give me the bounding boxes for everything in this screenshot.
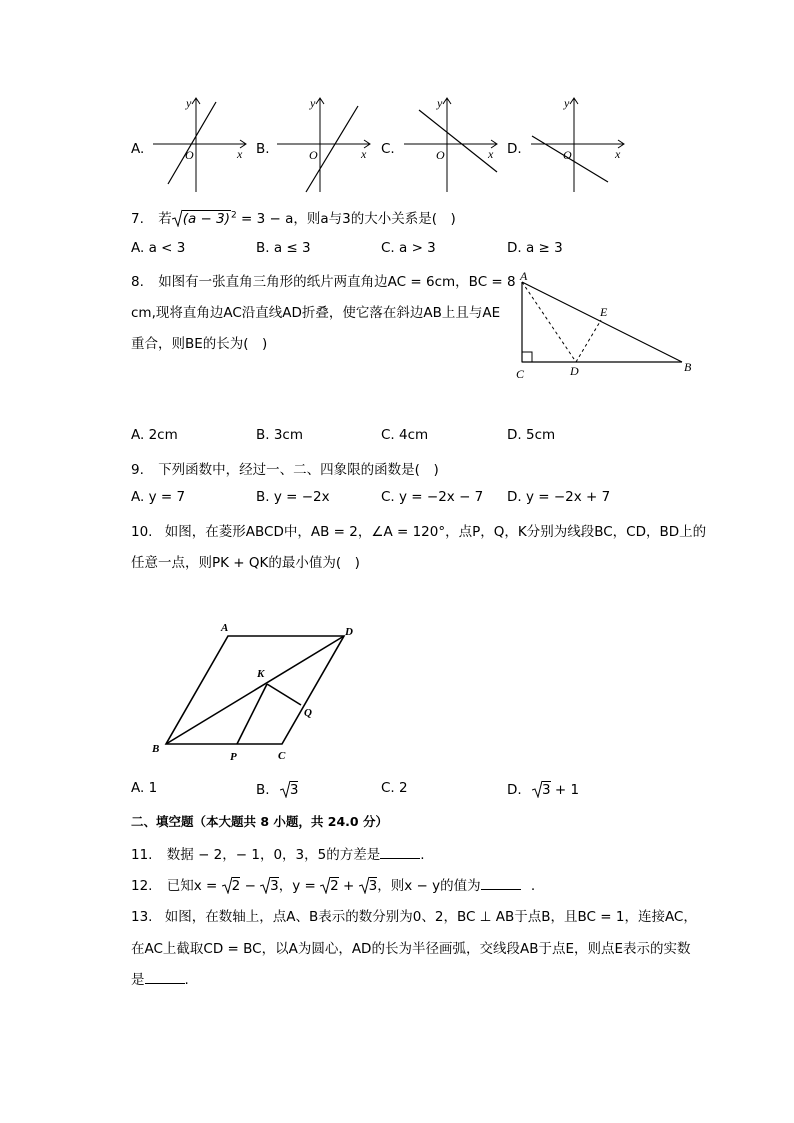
origin-label: O (185, 148, 194, 162)
q8-text-2: cm,现将直角边AC沿直线AD折叠，使它落在斜边AB上且与AE (131, 305, 501, 321)
q10-option-c[interactable]: C. 2 (381, 780, 408, 796)
x-axis-label: x (237, 147, 243, 161)
q9-stem (131, 458, 439, 478)
sqrt-sign-icon (172, 209, 182, 227)
q10-option-d-prefix: D. (507, 782, 522, 798)
label-B: B (152, 743, 160, 755)
q6-line-a (168, 102, 216, 184)
q7-number: 7. (131, 211, 144, 227)
q10-option-d-suffix: + 1 (554, 782, 580, 798)
label-E: E (600, 305, 608, 319)
q13-line3-end: . (184, 972, 189, 988)
q13-line3-pre: 是 (131, 972, 145, 988)
q12-radicand-4: 3 (368, 878, 378, 894)
origin-label: O (563, 148, 572, 162)
answer-blank[interactable] (481, 877, 521, 890)
q8-option-d[interactable]: D. 5cm (507, 427, 556, 443)
q12-stem (131, 874, 535, 894)
q12-radicand-1: 2 (231, 878, 241, 894)
q7-exponent: 2 (230, 210, 237, 221)
q6-graph-d (526, 92, 631, 197)
section-title: 二、填空题（本大题共 8 小题，共 24.0 分） (131, 814, 388, 829)
q10-option-d-radicand: 3 (541, 782, 551, 798)
q10-option-a[interactable]: A. 1 (131, 780, 158, 796)
x-axis-label: x (615, 147, 621, 161)
q10-option-b-radicand: 3 (289, 782, 299, 798)
q13-line1 (131, 905, 697, 925)
q12-pre: 已知x = (166, 878, 218, 894)
q6-graph-b (272, 92, 377, 197)
q10-option-b[interactable] (256, 780, 298, 798)
answer-blank[interactable] (380, 846, 420, 859)
y-axis-label: y (310, 96, 316, 110)
q9-option-c[interactable]: C. y = −2x − 7 (381, 489, 484, 505)
origin-label: O (309, 148, 318, 162)
sqrt-sign-icon (222, 876, 232, 894)
label-C: C (278, 750, 286, 762)
y-axis-label: y (186, 96, 192, 110)
q11-number: 11. (131, 847, 153, 863)
label-K: K (257, 668, 265, 680)
sqrt-sign-icon (320, 876, 330, 894)
y-axis-label: y (564, 96, 570, 110)
q8-text-1: 如图有一张直角三角形的纸片两直角边AC = 6cm，BC = 8 (158, 274, 516, 290)
q12-number: 12. (131, 878, 153, 894)
label-P: P (230, 751, 237, 763)
q8-option-a[interactable]: A. 2cm (131, 427, 178, 443)
q7-mid: = 3 − a，则a与3的大小关系是( ) (241, 211, 456, 227)
q12-end: . (530, 878, 536, 894)
q12-radicand-2: 3 (270, 878, 279, 894)
q9-number: 9. (131, 462, 144, 478)
q7-stem (131, 207, 456, 227)
q11-tail: . (420, 847, 425, 863)
answer-blank[interactable] (145, 971, 185, 984)
q8-option-b[interactable]: B. 3cm (256, 427, 304, 443)
q11-stem (131, 843, 425, 863)
q10-line1 (131, 520, 706, 540)
q13-number: 13. (131, 909, 153, 925)
q7-sqrt (172, 209, 237, 227)
q6-graph-c (399, 92, 504, 197)
q13-text-1: 如图，在数轴上，点A、B表示的数分别为0、2，BC ⊥ AB于点B，且BC = 1，连接AC， (164, 909, 697, 925)
label-B: B (684, 360, 692, 374)
q8-line1 (131, 270, 516, 290)
q6-line-c (419, 110, 497, 172)
q6-option-d-letter[interactable]: D. (507, 141, 522, 157)
q12-radicand-3: 2 (330, 878, 339, 894)
origin-label: O (436, 148, 445, 162)
x-axis-label: x (488, 147, 494, 161)
label-A: A (221, 622, 229, 634)
q10-option-d[interactable] (507, 780, 579, 798)
q8-number: 8. (131, 274, 144, 290)
q7-option-a[interactable]: A. a < 3 (131, 240, 186, 256)
q9-option-a[interactable]: A. y = 7 (131, 489, 186, 505)
q10-text-1: 如图，在菱形ABCD中，AB = 2，∠A = 120°，点P，Q，K分别为线段BC，CD，BD上的 (164, 524, 707, 540)
q6-option-c-letter[interactable]: C. (381, 141, 395, 157)
label-Q: Q (304, 707, 312, 719)
q9-text: 下列函数中，经过一、二、四象限的函数是( ) (158, 462, 439, 478)
q9-option-d[interactable]: D. y = −2x + 7 (507, 489, 611, 505)
q7-pre: 若 (158, 211, 172, 227)
q10-text-2: 任意一点，则PK + QK的最小值为( ) (131, 555, 360, 571)
q8-text-3: 重合，则BE的长为( ) (131, 336, 268, 352)
q8-option-c[interactable]: C. 4cm (381, 427, 429, 443)
q13-text-2: 在AC上截取CD = BC，以A为圆心，AD的长为半径画弧，交线段AB于点E，则点E表示的实数 (131, 941, 691, 957)
q12-comma: ，y = (278, 878, 316, 894)
q10-option-b-prefix: B. (256, 782, 270, 798)
x-axis-label: x (361, 147, 367, 161)
q7-option-d[interactable]: D. a ≥ 3 (507, 240, 563, 256)
q12-minus: − (244, 878, 256, 894)
q13-line3 (131, 968, 189, 988)
q11-text: 数据 − 2，− 1，0，3，5的方差是 (166, 847, 381, 863)
q6-option-a-letter[interactable]: A. (131, 141, 145, 157)
q12-plus: + (343, 878, 355, 894)
sqrt-sign-icon (359, 876, 369, 894)
label-C: C (516, 367, 525, 381)
q7-option-b[interactable]: B. a ≤ 3 (256, 240, 311, 256)
q8-triangle-figure (512, 270, 702, 382)
label-A: A (520, 270, 528, 283)
q10-number: 10. (131, 524, 153, 540)
q12-tail: ，则x − y的值为 (377, 878, 481, 894)
q6-option-b-letter[interactable]: B. (256, 141, 270, 157)
y-axis-label: y (437, 96, 443, 110)
q9-option-b[interactable]: B. y = −2x (256, 489, 330, 505)
sqrt-sign-icon (260, 876, 270, 894)
q10-rhombus-figure (148, 618, 368, 766)
label-D: D (570, 364, 579, 378)
sqrt-sign-icon (532, 780, 542, 798)
q7-radicand: (a − 3) (182, 211, 230, 227)
q7-option-c[interactable]: C. a > 3 (381, 240, 436, 256)
q6-graph-a (148, 92, 253, 197)
label-D: D (345, 626, 353, 638)
sqrt-sign-icon (280, 780, 290, 798)
